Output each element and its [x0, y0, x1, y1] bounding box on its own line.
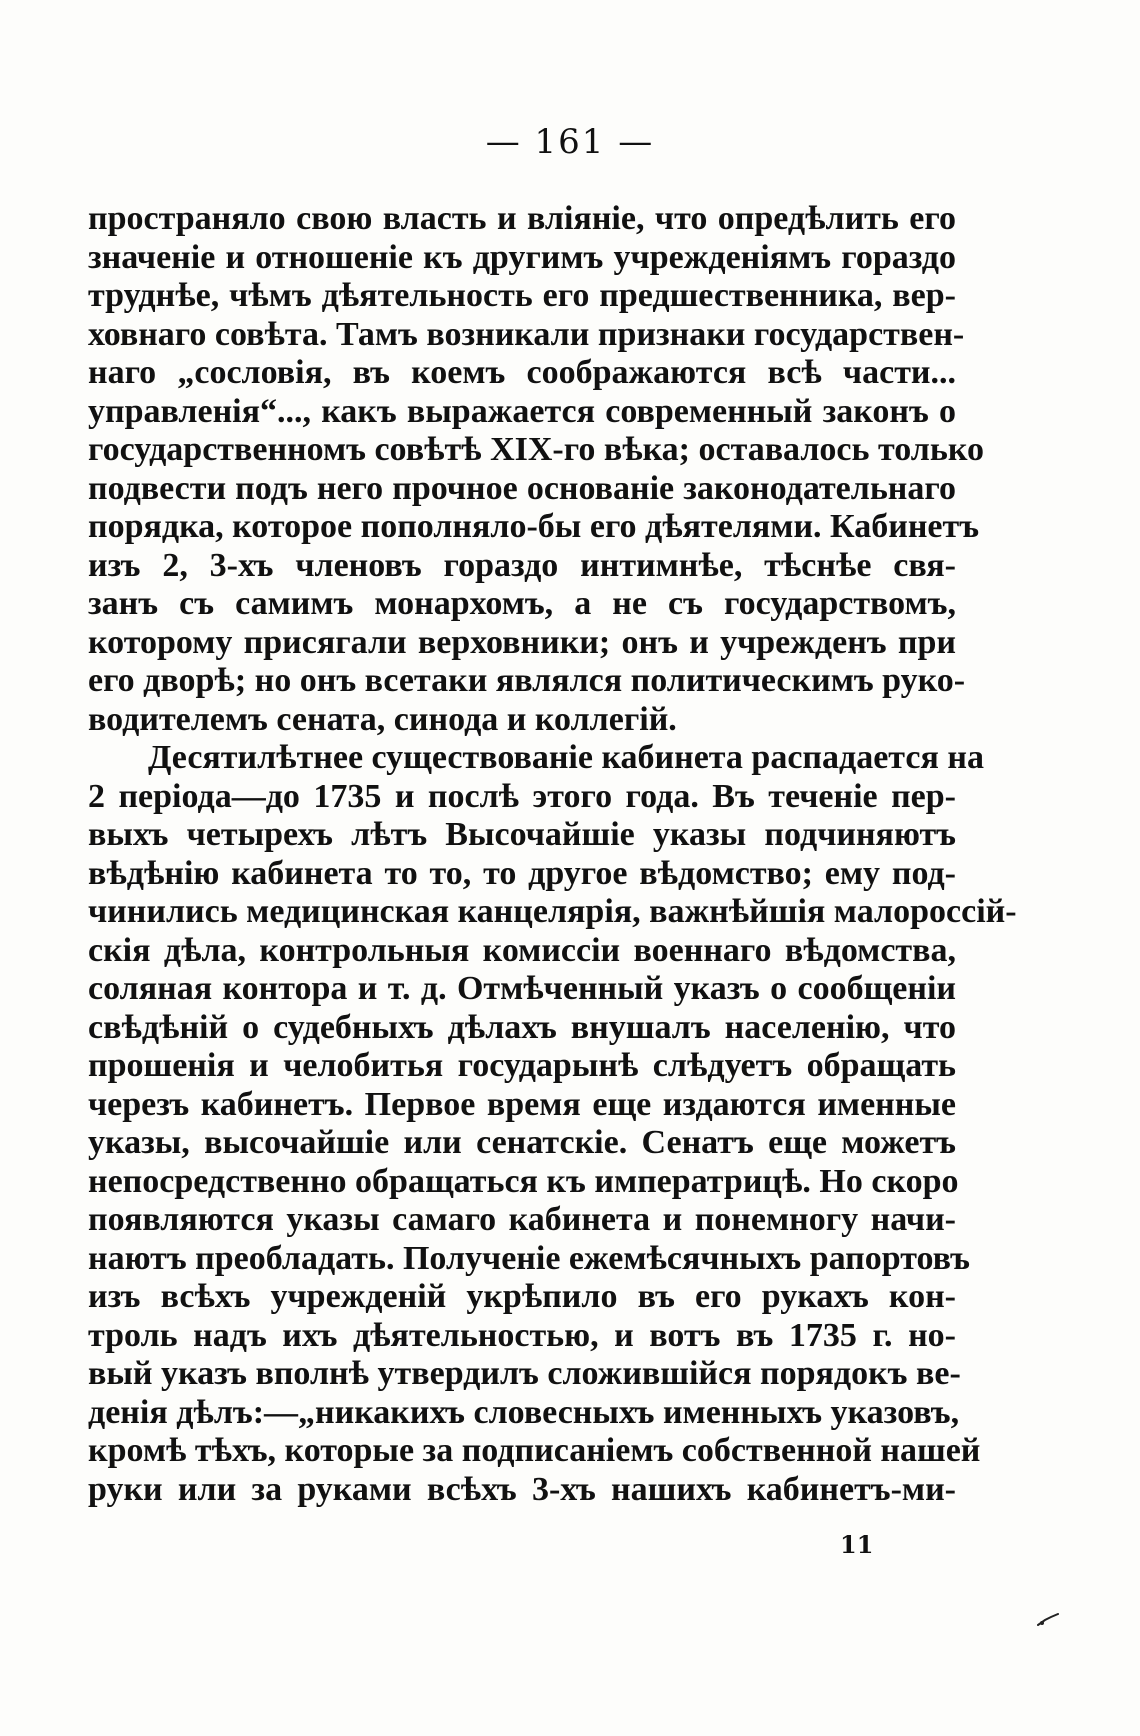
text-line: Десятилѣтнее существованіе кабинета распадается на [148, 739, 984, 776]
ink-smudge-icon [1037, 1613, 1059, 1627]
text-line: денія дѣлъ:—„никакихъ словесныхъ именныхъ указовъ, [88, 1393, 960, 1431]
text-line: управленія“..., какъ выражается современный законъ о [88, 392, 956, 430]
text-line: непосредственно обращаться къ императрицѣ. Но скоро [88, 1162, 959, 1200]
text-line: его дворѣ; но онъ всетаки являлся политическимъ руко- [88, 662, 966, 699]
text-line: указы, высочайшіе или сенатскіе. Сенатъ еще можетъ [88, 1124, 956, 1161]
text-line: пространяло свою власть и вліяніе, что опредѣлить его [88, 200, 956, 237]
text-line: вый указъ вполнѣ утвердилъ сложившійся порядокъ ве- [88, 1355, 961, 1392]
text-line: государственномъ совѣтѣ XIX-го вѣка; оставалось только [88, 431, 985, 468]
paragraph-2 [88, 739, 1017, 1509]
text-line: значеніе и отношеніе къ другимъ учрежденіямъ гораздо [88, 238, 956, 276]
text-line: черезъ кабинетъ. Первое время еще издаются именные [88, 1085, 956, 1123]
text-line: появляются указы самаго кабинета и понемногу начи- [88, 1201, 956, 1238]
text-line: изъ 2, 3-хъ членовъ гораздо интимнѣе, тѣснѣе свя- [88, 546, 956, 584]
text-line: порядка, которое пополняло-бы его дѣятелями. Кабинетъ [88, 508, 980, 545]
text-line: 2 періода—до 1735 и послѣ этого года. Въ теченіе пер- [88, 777, 956, 815]
text-line: наго „сословія, въ коемъ соображаются всѣ части... [88, 354, 956, 391]
text-line: подвести подъ него прочное основаніе законодательнаго [88, 469, 956, 507]
text-line: соляная контора и т. д. Отмѣченный указъ о сообщеніи [88, 970, 956, 1007]
text-line: свѣдѣній о судебныхъ дѣлахъ внушалъ населенію, что [88, 1008, 956, 1046]
text-line: труднѣе, чѣмъ дѣятельность его предшественника, вер- [88, 277, 956, 314]
text-line: троль надъ ихъ дѣятельностью, и вотъ въ 1735 г. но- [88, 1316, 956, 1354]
paragraph-1 [88, 200, 985, 739]
text-line: руки или за руками всѣхъ 3-хъ нашихъ кабинетъ-ми- [88, 1470, 956, 1508]
text-line: кромѣ тѣхъ, которые за подписаніемъ собственной нашей [88, 1432, 981, 1469]
text-line: выхъ четырехъ лѣтъ Высочайшіе указы подчиняютъ [88, 816, 956, 853]
text-line: ховнаго совѣта. Тамъ возникали признаки государствен- [88, 315, 965, 353]
text-line: чинились медицинская канцелярія, важнѣйшія малороссій- [88, 893, 1017, 930]
printer-signature-mark: 11 [840, 1530, 874, 1559]
text-line: скія дѣла, контрольныя комиссіи военнаго вѣдомства, [88, 931, 956, 969]
text-line: занъ съ самимъ монархомъ, а не съ государствомъ, [88, 585, 956, 622]
text-line: которому присягали верховники; онъ и учрежденъ при [88, 623, 956, 661]
text-line: водителемъ сената, синода и коллегій. [88, 700, 677, 738]
page-number: — 161 — [485, 122, 655, 162]
text-line: наютъ преобладать. Полученіе ежемѣсячныхъ рапортовъ [88, 1239, 970, 1277]
body-text [88, 200, 1017, 1509]
text-line: изъ всѣхъ учрежденій укрѣпило въ его рукахъ кон- [88, 1278, 956, 1315]
text-line: вѣдѣнію кабинета то то, то другое вѣдомство; ему под- [88, 854, 956, 892]
text-line: прошенія и челобитья государынѣ слѣдуетъ обращать [88, 1047, 956, 1084]
